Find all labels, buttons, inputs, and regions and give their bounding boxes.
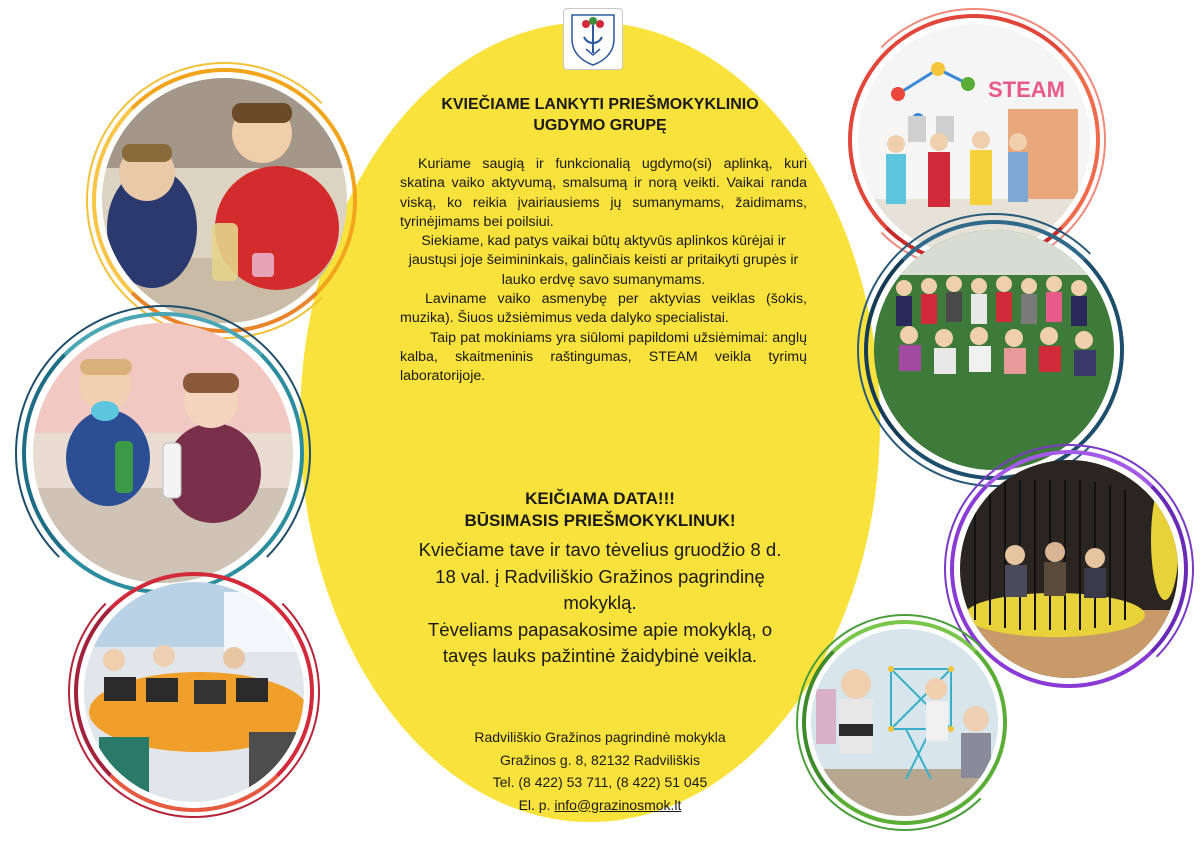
photo-lab-circle	[960, 460, 1178, 678]
photo-group-on-grass	[874, 230, 1114, 470]
invitation-paragraph-1: Kviečiame tave ir tavo tėvelius gruodžio 8 d. 18 val. į Radviliškio Gražinos pagrindinę mokyklą.	[418, 539, 782, 613]
contact-phone: Tel. (8 422) 53 711, (8 422) 51 045	[492, 774, 708, 790]
description-paragraph-3: Laviname vaiko asmenybę per aktyvias veiklas (šokis, muzika). Šiuos užsiėmimus veda dalyko specialistai.	[400, 291, 807, 327]
photo-kids-balloons	[33, 323, 293, 583]
photo-steam-wall	[858, 24, 1090, 256]
invitation	[410, 537, 790, 670]
contact-address: Gražinos g. 8, 82132 Radviliškis	[500, 751, 700, 768]
school-logo	[563, 8, 623, 70]
contact-school-name: Radviliškio Gražinos pagrindinė mokykla	[474, 729, 726, 745]
page-title-line-2: UGDYMO GRUPĘ	[533, 117, 667, 134]
invitation-paragraph-2: Tėveliams papasakosime apie mokyklą, o tavęs lauks pažintinė žaidybinė veikla.	[427, 618, 773, 666]
yellow-background-shape	[300, 22, 880, 822]
photo-classroom-laptops	[84, 582, 304, 802]
announcement-line-2: BŪSIMASIS PRIEŠMOKYKLINUK!	[464, 511, 736, 530]
description	[400, 155, 807, 387]
photo-kids-experiment	[102, 78, 347, 323]
description-paragraph-4: Taip pat mokiniams yra siūlomi papildomi užsiėmimai: anglų kalba, skaitmeninis raštingumas, STEAM veikla tyrimų laboratorijoje.	[400, 329, 807, 385]
contact-email-line	[410, 794, 790, 817]
steam-wall-text: STEAM	[988, 77, 1065, 102]
announcement-line-1: KEIČIAMA DATA!!!	[525, 489, 675, 508]
contact-email-link[interactable]: info@grazinosmok.lt	[554, 796, 682, 813]
page-title-line-1: KVIEČIAME LANKYTI PRIEŠMOKYKLINIO	[441, 96, 759, 113]
photo-kids-construction	[811, 629, 998, 816]
announcement	[380, 488, 820, 532]
school-crest-icon	[564, 9, 622, 69]
description-paragraph-2: Siekiame, kad patys vaikai būtų aktyvūs aplinkos kūrėjai ir jaustųsi joje šeimininkais, galinčiais keisti ar pritaikyti grupės ir lauko erdvę savo sumanymams.	[408, 233, 799, 288]
contact-email-prefix: El. p.	[518, 796, 551, 813]
contact-info	[410, 726, 790, 816]
description-paragraph-1: Kuriame saugią ir funkcionalią ugdymo(si) aplinką, kuri skatina vaiko aktyvumą, smalsumą ir norą veikti. Vaikai randa viską, ko reikia įvairiausiems jų sumanymams, žaidimams, tyrinėjimams bei poilsiui.	[400, 156, 807, 230]
page-title	[380, 94, 820, 136]
